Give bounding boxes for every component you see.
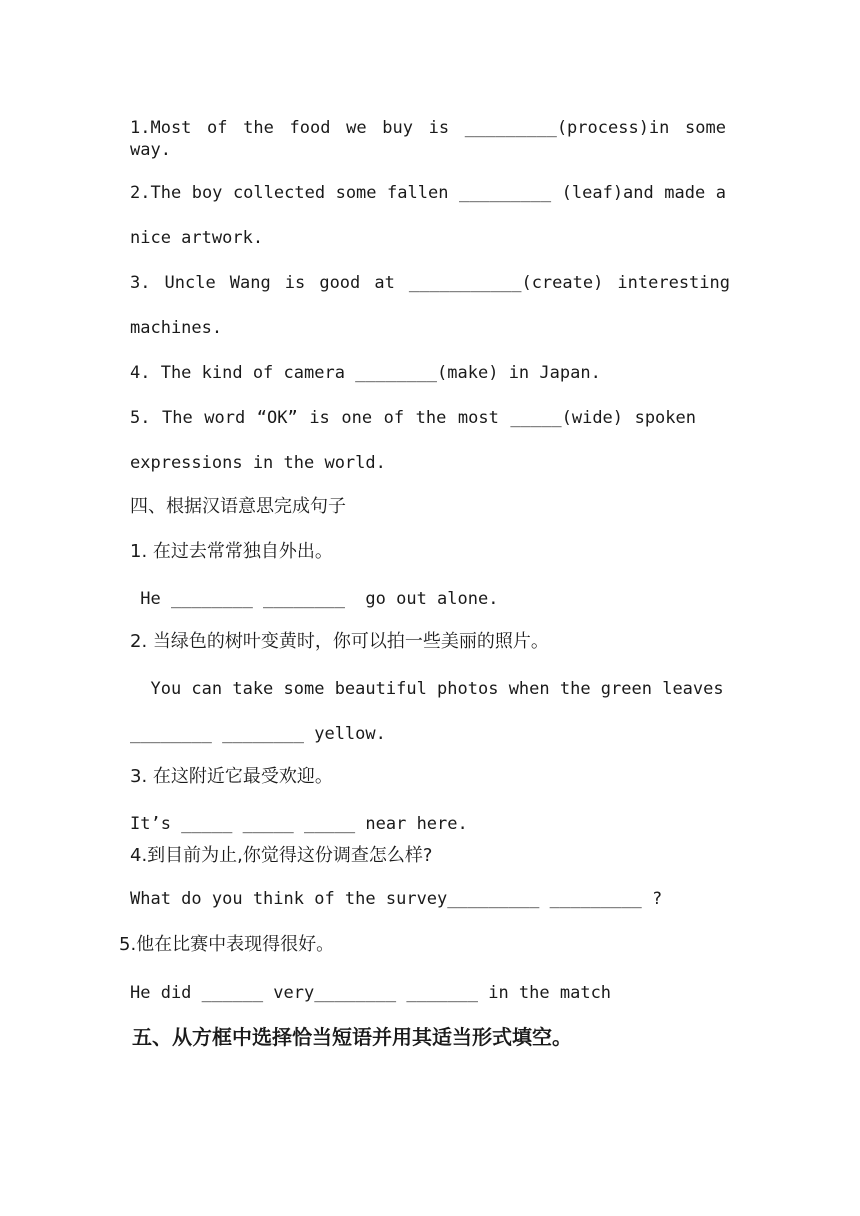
exercise-3-q5-line2: expressions in the world. (130, 453, 386, 473)
exercise-3-q5-line1: 5. The word “OK” is one of the most _____(wide) spoken (130, 408, 696, 428)
exercise-3-q3-line2: machines. (130, 318, 223, 338)
exercise-3-q2-line2: nice artwork. (130, 228, 264, 248)
exercise-4-q1-chinese: 1. 在过去常常独自外出。 (130, 541, 333, 562)
exercise-4-q2-english-line2: ________ ________ yellow. (130, 724, 386, 744)
exercise-3-q1: 1.Most of the food we buy is _________(process)in some way. (130, 118, 726, 160)
section-4-heading: 四、根据汉语意思完成句子 (130, 496, 346, 517)
exercise-4-q5-english: He did ______ very________ _______ in the match (130, 983, 612, 1003)
exercise-3-q4: 4. The kind of camera ________(make) in Japan. (130, 363, 601, 383)
exercise-4-q2-english-line1: You can take some beautiful photos when the green leaves (130, 679, 724, 699)
section-5-heading: 五、从方框中选择恰当短语并用其适当形式填空。 (132, 1025, 572, 1049)
exercise-4-q3-chinese: 3. 在这附近它最受欢迎。 (130, 766, 333, 787)
exercise-4-q4-english: What do you think of the survey_________ _________ ? (130, 889, 663, 909)
exercise-4-q1-english: He ________ ________ go out alone. (130, 589, 499, 609)
exercise-4-q2-chinese: 2. 当绿色的树叶变黄时，你可以拍一些美丽的照片。 (130, 631, 549, 652)
exercise-3-q3-line1: 3. Uncle Wang is good at ___________(create) interesting (130, 273, 730, 293)
exercise-4-q4-chinese: 4.到目前为止,你觉得这份调查怎么样? (130, 845, 433, 866)
exercise-4-q5-chinese: 5.他在比赛中表现得很好。 (119, 934, 335, 955)
exercise-4-q3-english: It’s _____ _____ _____ near here. (130, 814, 468, 834)
exercise-3-q2-line1: 2.The boy collected some fallen _________ (leaf)and made a (130, 183, 726, 203)
